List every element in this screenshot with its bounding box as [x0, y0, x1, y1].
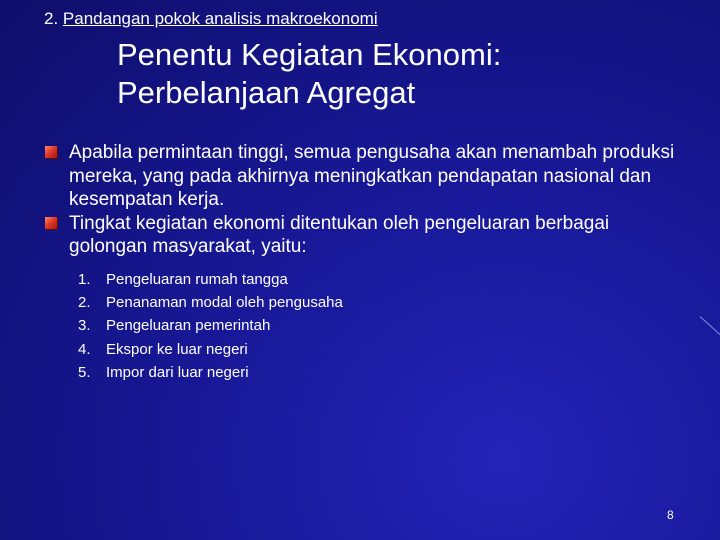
bullet-text: Apabila permintaan tinggi, semua pengusaha akan menambah produksi mereka, yang pada akhirnya meningkatkan pendapatan nasional dan kesempatan kerja. — [69, 142, 675, 210]
item-number: 1. — [78, 271, 91, 288]
item-number: 4. — [78, 340, 91, 358]
section-link[interactable]: Pandangan pokok analisis makroekonomi — [62, 9, 378, 28]
red-square-bullet-icon — [45, 146, 57, 158]
item-text: Pengeluaran rumah tangga — [106, 271, 288, 288]
numbered-list — [78, 268, 343, 384]
item-number: 2. — [78, 294, 91, 312]
numbered-item — [78, 268, 343, 291]
decorative-line — [700, 316, 720, 335]
bullet-text: Tingkat kegiatan ekonomi ditentukan oleh pengeluaran berbagai golongan masyarakat, yaitu: — [69, 212, 610, 257]
bullet-item — [44, 212, 684, 259]
bullet-item — [44, 141, 684, 212]
numbered-item — [78, 291, 343, 314]
item-text: Impor dari luar negeri — [106, 363, 249, 381]
item-text: Ekspor ke luar negeri — [106, 340, 248, 358]
red-square-bullet-icon — [45, 217, 57, 229]
page-number: 8 — [667, 508, 674, 522]
numbered-item — [78, 338, 343, 361]
item-text: Penanaman modal oleh pengusaha — [106, 294, 343, 312]
slide-title-line-1: Penentu Kegiatan Ekonomi: — [117, 37, 502, 72]
item-number: 5. — [78, 363, 91, 381]
item-number: 3. — [78, 317, 91, 335]
slide-title — [117, 36, 501, 112]
numbered-item — [78, 314, 343, 337]
item-text: Pengeluaran pemerintah — [106, 317, 271, 335]
bullet-list — [44, 141, 684, 259]
section-header — [44, 9, 378, 29]
numbered-item — [78, 361, 343, 384]
section-number: 2. — [44, 9, 63, 28]
slide-title-line-2: Perbelanjaan Agregat — [117, 75, 416, 110]
